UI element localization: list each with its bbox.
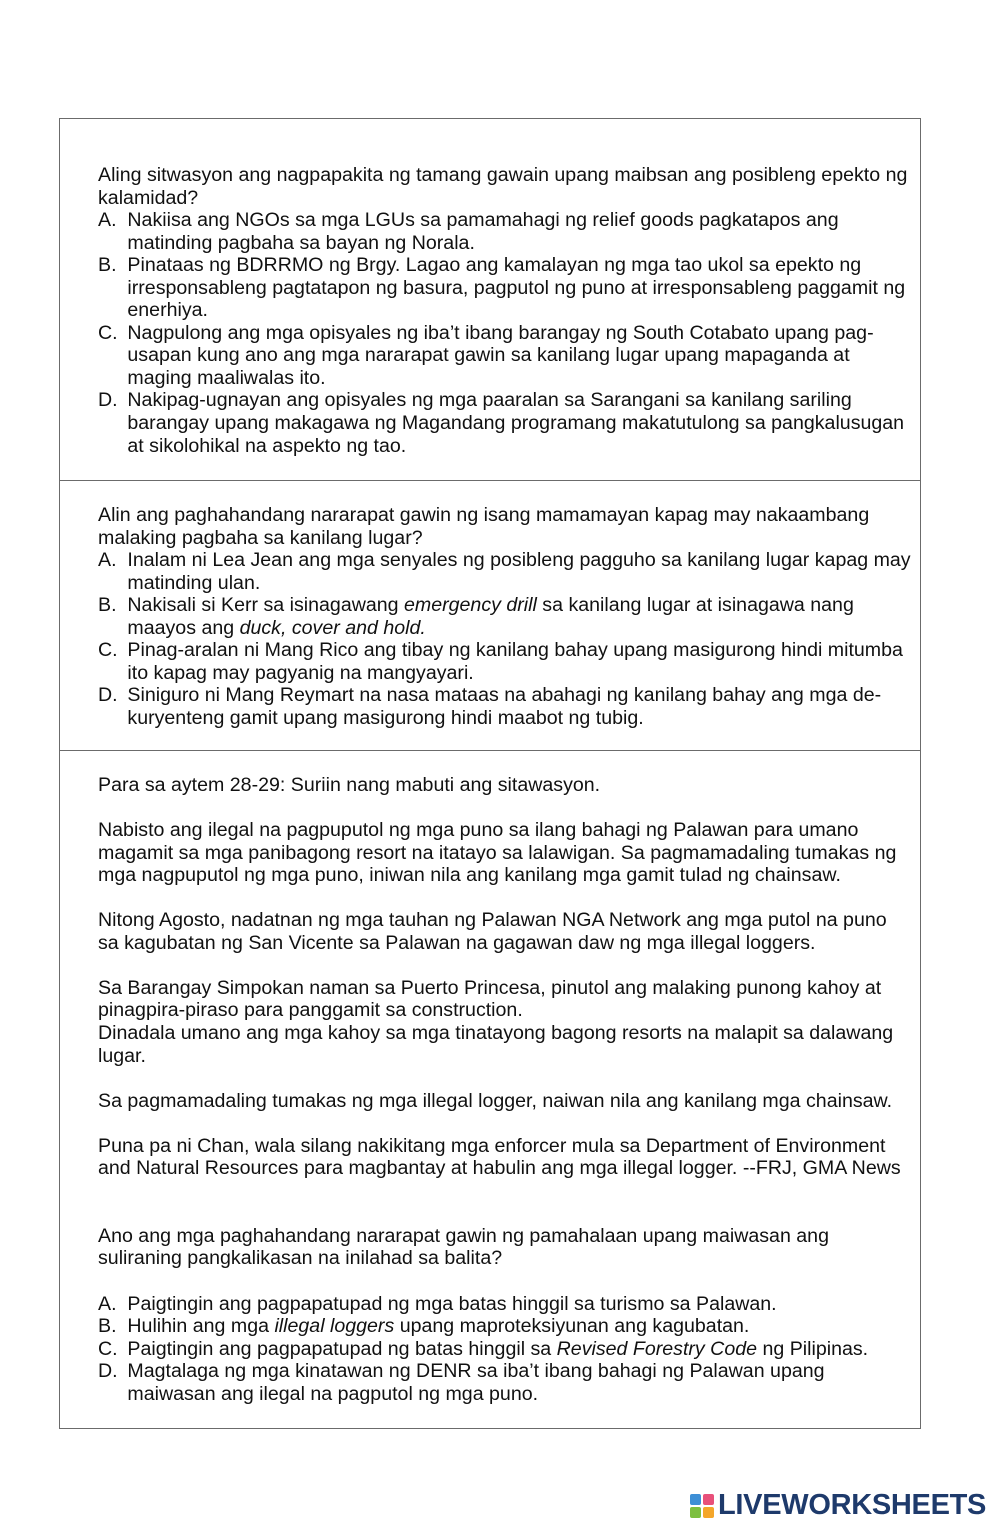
option-line bbox=[127, 617, 920, 640]
news-line: lugar. bbox=[98, 1044, 146, 1067]
question-2-option-b bbox=[98, 594, 920, 639]
option-line: Nakipag-ugnayan ang opisyales ng mga paaralan sa Sarangani sa kanilang sariling bbox=[127, 389, 852, 412]
option-text bbox=[127, 1338, 920, 1361]
logo-tile bbox=[703, 1494, 714, 1505]
news-line: pinagpira-piraso para panggamit sa construction. bbox=[98, 999, 523, 1022]
question-2-option-c bbox=[98, 639, 920, 684]
prompt-line: suliraning pangkalikasan na inilahad sa balita? bbox=[98, 1247, 503, 1270]
question-block-1 bbox=[60, 119, 920, 480]
question-3-options bbox=[98, 1293, 920, 1406]
italic-term: duck, cover and hold. bbox=[239, 616, 426, 639]
option-line: Pinag-aralan ni Mang Rico ang tibay ng kanilang bahay upang masigurong hindi mitumba bbox=[127, 639, 903, 662]
option-text bbox=[127, 639, 920, 684]
option-line: matinding pagbaha sa bayan ng Norala. bbox=[127, 231, 475, 254]
option-line: at sikolohikal na aspekto ng tao. bbox=[127, 434, 407, 457]
questions-box bbox=[59, 118, 921, 1429]
option-text bbox=[127, 1315, 920, 1338]
option-line: irresponsableng pagtatapon ng basura, pagputol ng puno at irresponsableng paggamit ng bbox=[127, 276, 906, 299]
option-letter: C. bbox=[98, 1337, 118, 1360]
question-1-option-d bbox=[98, 389, 920, 457]
text-run: maayos ang bbox=[127, 616, 240, 639]
question-2-option-a bbox=[98, 549, 920, 594]
prompt-line: malaking pagbaha sa kanilang lugar? bbox=[98, 526, 423, 549]
option-line: barangay upang makagawa ng Magandang programang makatutulong sa pangkalusugan bbox=[127, 412, 905, 435]
text-run: Hulihin ang mga bbox=[127, 1315, 275, 1338]
option-letter: A. bbox=[98, 1292, 117, 1315]
option-text bbox=[127, 549, 920, 594]
question-3-option-b bbox=[98, 1315, 920, 1338]
option-line: maging maaliwalas ito. bbox=[127, 366, 326, 389]
news-line: Sa pagmamadaling tumakas ng mga illegal logger, naiwan nila ang kanilang mga chainsaw. bbox=[98, 1089, 893, 1112]
news-line: Dinadala umano ang mga kahoy sa mga tinatayong bagong resorts na malapit sa dalawang bbox=[98, 1022, 894, 1045]
item-instruction: Para sa aytem 28-29: Suriin nang mabuti ang sitawasyon. bbox=[98, 774, 601, 796]
logo-tile bbox=[703, 1507, 714, 1518]
option-line bbox=[127, 594, 920, 617]
question-1-prompt bbox=[98, 164, 920, 209]
option-line: maiwasan ang ilegal na pagputol ng mga puno. bbox=[127, 1382, 539, 1405]
option-line: Nagpulong ang mga opisyales ng iba’t ibang barangay ng South Cotabato upang pag- bbox=[127, 321, 874, 344]
news-paragraph-1 bbox=[98, 819, 920, 887]
news-paragraph-4 bbox=[98, 1022, 920, 1067]
question-3-prompt bbox=[98, 1225, 920, 1270]
news-paragraph-6 bbox=[98, 1135, 920, 1180]
option-letter: B. bbox=[98, 594, 117, 617]
option-letter: A. bbox=[98, 209, 117, 232]
option-line: ito kapag may pagyanig na mangyayari. bbox=[127, 661, 474, 684]
italic-term: emergency drill bbox=[404, 594, 537, 617]
option-letter: C. bbox=[98, 639, 118, 662]
liveworksheets-logo bbox=[690, 1491, 986, 1520]
question-2-prompt bbox=[98, 504, 920, 549]
option-text bbox=[127, 389, 920, 457]
option-text bbox=[127, 1360, 920, 1405]
news-paragraph-2 bbox=[98, 909, 920, 954]
option-text bbox=[127, 209, 920, 254]
question-1-option-c bbox=[98, 322, 920, 390]
option-text bbox=[127, 684, 920, 729]
option-line bbox=[127, 1338, 920, 1361]
logo-tile bbox=[690, 1507, 701, 1518]
option-line bbox=[127, 1315, 920, 1338]
text-run: ng Pilipinas. bbox=[757, 1337, 869, 1360]
option-letter: C. bbox=[98, 321, 118, 344]
option-text bbox=[127, 594, 920, 639]
prompt-line: Ano ang mga paghahandang nararapat gawin ng pamahalaan upang maiwasan ang bbox=[98, 1224, 829, 1247]
option-letter: A. bbox=[98, 549, 117, 572]
option-line: Nakiisa ang NGOs sa mga LGUs sa pamamahagi ng relief goods pagkatapos ang bbox=[127, 209, 839, 232]
logo-tile bbox=[690, 1494, 701, 1505]
italic-term: illegal loggers bbox=[274, 1315, 395, 1338]
option-line: Siniguro ni Mang Reymart na nasa mataas na abahagi ng kanilang bahay ang mga de- bbox=[127, 684, 882, 707]
text-run: sa kanilang lugar at isinagawa nang bbox=[536, 594, 854, 617]
news-line: mga nagpuputol ng mga puno, iniwan nila ang kanilang mga gamit tulad ng chainsaw. bbox=[98, 864, 841, 887]
news-line: sa kagubatan ng San Vicente sa Palawan na gagawan daw ng mga illegal loggers. bbox=[98, 931, 816, 954]
question-1-option-a bbox=[98, 209, 920, 254]
text-run: upang maproteksiyunan ang kagubatan. bbox=[394, 1315, 750, 1338]
option-letter: D. bbox=[98, 684, 118, 707]
option-line: kuryenteng gamit upang masigurong hindi maabot ng tubig. bbox=[127, 706, 644, 729]
news-line: Puna pa ni Chan, wala silang nakikitang mga enforcer mula sa Department of Environment bbox=[98, 1134, 886, 1157]
text-run: Paigtingin ang pagpapatupad ng batas hinggil sa bbox=[127, 1337, 557, 1360]
liveworksheets-logo-text: LIVEWORKSHEETS bbox=[718, 1489, 987, 1521]
option-line: Paigtingin ang pagpapatupad ng mga batas hinggil sa turismo sa Palawan. bbox=[127, 1292, 777, 1315]
option-line: Pinataas ng BDRRMO ng Brgy. Lagao ang kamalayan ng mga tao ukol sa epekto ng bbox=[127, 254, 862, 277]
question-block-3 bbox=[60, 750, 920, 1428]
news-line: Sa Barangay Simpokan naman sa Puerto Princesa, pinutol ang malaking punong kahoy at bbox=[98, 976, 882, 999]
news-paragraph-3 bbox=[98, 977, 920, 1022]
question-2-option-d bbox=[98, 684, 920, 729]
news-line: and Natural Resources para magbantay at habulin ang mga illegal logger. --FRJ, GMA News bbox=[98, 1157, 901, 1180]
option-text bbox=[127, 1293, 920, 1316]
option-text bbox=[127, 254, 920, 322]
option-letter: D. bbox=[98, 389, 118, 412]
news-line: Nabisto ang ilegal na pagpuputol ng mga puno sa ilang bahagi ng Palawan para umano bbox=[98, 819, 859, 842]
italic-term: Revised Forestry Code bbox=[556, 1337, 758, 1360]
option-letter: D. bbox=[98, 1360, 118, 1383]
prompt-line: kalamidad? bbox=[98, 186, 199, 209]
option-line: Magtalaga ng mga kinatawan ng DENR sa iba’t ibang bahagi ng Palawan upang bbox=[127, 1360, 825, 1383]
question-1-option-b bbox=[98, 254, 920, 322]
news-line: magamit sa mga panibagong resort na itatayo sa lalawigan. Sa pagmamadaling tumakas ng bbox=[98, 841, 897, 864]
prompt-line: Alin ang paghahandang nararapat gawin ng isang mamamayan kapag may nakaambang bbox=[98, 504, 870, 526]
news-paragraph-5 bbox=[98, 1090, 920, 1113]
option-line: matinding ulan. bbox=[127, 571, 261, 594]
question-3-option-c bbox=[98, 1338, 920, 1361]
news-line: Nitong Agosto, nadatnan ng mga tauhan ng Palawan NGA Network ang mga putol na puno bbox=[98, 909, 887, 932]
option-line: usapan kung ano ang mga nararapat gawin sa kanilang lugar upang mapaganda at bbox=[127, 344, 850, 367]
option-letter: B. bbox=[98, 254, 117, 277]
question-3-option-d bbox=[98, 1360, 920, 1405]
prompt-line: Aling sitwasyon ang nagpapakita ng tamang gawain upang maibsan ang posibleng epekto ng bbox=[98, 164, 908, 186]
option-line: enerhiya. bbox=[127, 299, 208, 322]
option-letter: B. bbox=[98, 1315, 117, 1338]
question-block-2 bbox=[60, 480, 920, 750]
text-run: Nakisali si Kerr sa isinagawang bbox=[127, 594, 404, 617]
option-line: Inalam ni Lea Jean ang mga senyales ng posibleng pagguho sa kanilang lugar kapag may bbox=[127, 549, 911, 572]
option-text bbox=[127, 322, 920, 390]
liveworksheets-logo-icon bbox=[690, 1494, 714, 1518]
question-3-option-a bbox=[98, 1293, 920, 1316]
